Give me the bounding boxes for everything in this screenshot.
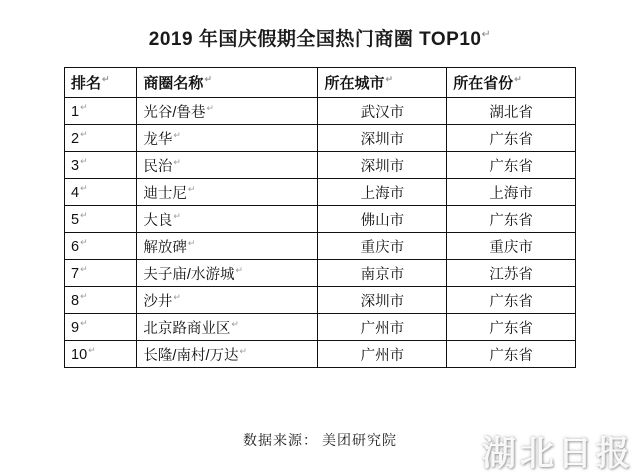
paragraph-mark-icon: ↵ bbox=[80, 264, 88, 275]
table-row bbox=[65, 314, 576, 341]
column-header-name: 商圈名称↵ bbox=[137, 68, 318, 98]
cell-province: 广东省 bbox=[447, 341, 576, 368]
paragraph-mark-icon: ↵ bbox=[80, 237, 88, 248]
paragraph-mark-icon: ↵ bbox=[187, 183, 196, 194]
cell-rank: 5↵ bbox=[65, 206, 137, 233]
paragraph-mark-icon: ↵ bbox=[239, 345, 248, 356]
paragraph-mark-icon: ↵ bbox=[80, 102, 88, 113]
paragraph-mark-icon: ↵ bbox=[235, 264, 243, 275]
table-row bbox=[65, 206, 576, 233]
cell-name: 民治↵ bbox=[137, 152, 318, 179]
cell-province: 广东省 bbox=[447, 152, 576, 179]
column-header-rank: 排名↵ bbox=[65, 68, 137, 98]
paragraph-mark-icon: ↵ bbox=[80, 129, 88, 140]
cell-city: 深圳市 bbox=[318, 152, 447, 179]
cell-rank: 3↵ bbox=[65, 152, 137, 179]
watermark: 湖北日报 bbox=[482, 436, 634, 473]
paragraph-mark-icon: ↵ bbox=[187, 237, 196, 248]
paragraph-mark-icon: ↵ bbox=[173, 129, 181, 140]
cell-name: 大良↵ bbox=[137, 206, 318, 233]
cell-name: 龙华↵ bbox=[137, 125, 318, 152]
cell-name: 北京路商业区↵ bbox=[137, 314, 318, 341]
table-row bbox=[65, 341, 576, 368]
paragraph-mark-icon: ↵ bbox=[102, 74, 110, 84]
cell-province: 广东省 bbox=[447, 314, 576, 341]
paragraph-mark-icon: ↵ bbox=[204, 74, 212, 84]
cell-rank: 1↵ bbox=[65, 98, 137, 125]
paragraph-mark-icon: ↵ bbox=[80, 183, 88, 194]
cell-name: 迪士尼↵ bbox=[137, 179, 318, 206]
cell-province: 广东省 bbox=[447, 287, 576, 314]
paragraph-mark-icon: ↵ bbox=[514, 74, 522, 84]
table-row bbox=[65, 152, 576, 179]
table-row bbox=[65, 98, 576, 125]
paragraph-mark-icon: ↵ bbox=[173, 291, 181, 302]
ranking-table-container bbox=[64, 67, 576, 368]
paragraph-mark-icon: ↵ bbox=[206, 102, 214, 113]
cell-city: 武汉市 bbox=[318, 98, 447, 125]
cell-rank: 10↵ bbox=[65, 341, 137, 368]
paragraph-mark-icon: ↵ bbox=[385, 74, 394, 84]
table-row bbox=[65, 125, 576, 152]
cell-rank: 7↵ bbox=[65, 260, 137, 287]
cell-rank: 8↵ bbox=[65, 287, 137, 314]
cell-province: 重庆市 bbox=[447, 233, 576, 260]
paragraph-mark-icon: ↵ bbox=[173, 156, 181, 167]
paragraph-mark-icon: ↵ bbox=[231, 318, 239, 329]
table-row bbox=[65, 233, 576, 260]
cell-rank: 9↵ bbox=[65, 314, 137, 341]
cell-city: 广州市 bbox=[318, 341, 447, 368]
cell-province: 广东省 bbox=[447, 125, 576, 152]
source-value: 美团研究院 bbox=[322, 432, 397, 448]
table-body bbox=[65, 98, 576, 368]
cell-name: 光谷/鲁巷↵ bbox=[137, 98, 318, 125]
paragraph-mark-icon: ↵ bbox=[481, 28, 492, 41]
ranking-table bbox=[64, 67, 576, 368]
cell-province: 广东省 bbox=[447, 206, 576, 233]
cell-city: 重庆市 bbox=[318, 233, 447, 260]
paragraph-mark-icon: ↵ bbox=[173, 210, 181, 221]
paragraph-mark-icon: ↵ bbox=[80, 291, 88, 302]
cell-city: 深圳市 bbox=[318, 125, 447, 152]
cell-province: 湖北省 bbox=[447, 98, 576, 125]
cell-province: 江苏省 bbox=[447, 260, 576, 287]
page-title-text: 2019 年国庆假期全国热门商圈 TOP10 bbox=[148, 29, 482, 50]
paragraph-mark-icon: ↵ bbox=[80, 318, 88, 329]
table-header-row bbox=[65, 68, 576, 98]
paragraph-mark-icon: ↵ bbox=[80, 156, 88, 167]
cell-name: 解放碑↵ bbox=[137, 233, 318, 260]
table-row bbox=[65, 287, 576, 314]
cell-rank: 6↵ bbox=[65, 233, 137, 260]
cell-city: 深圳市 bbox=[318, 287, 447, 314]
source-label: 数据来源： bbox=[243, 432, 318, 448]
paragraph-mark-icon: ↵ bbox=[88, 345, 96, 356]
table-header bbox=[65, 68, 576, 98]
cell-rank: 4↵ bbox=[65, 179, 137, 206]
cell-name: 长隆/南村/万达↵ bbox=[137, 341, 318, 368]
paragraph-mark-icon: ↵ bbox=[80, 210, 88, 221]
cell-city: 广州市 bbox=[318, 314, 447, 341]
page-title bbox=[0, 0, 640, 61]
cell-name: 夫子庙/水游城↵ bbox=[137, 260, 318, 287]
table-row bbox=[65, 179, 576, 206]
cell-rank: 2↵ bbox=[65, 125, 137, 152]
column-header-city: 所在城市↵ bbox=[318, 68, 447, 98]
cell-province: 上海市 bbox=[447, 179, 576, 206]
source-note bbox=[0, 430, 640, 450]
cell-name: 沙井↵ bbox=[137, 287, 318, 314]
column-header-province: 所在省份↵ bbox=[447, 68, 576, 98]
table-row bbox=[65, 260, 576, 287]
cell-city: 南京市 bbox=[318, 260, 447, 287]
cell-city: 上海市 bbox=[318, 179, 447, 206]
cell-city: 佛山市 bbox=[318, 206, 447, 233]
